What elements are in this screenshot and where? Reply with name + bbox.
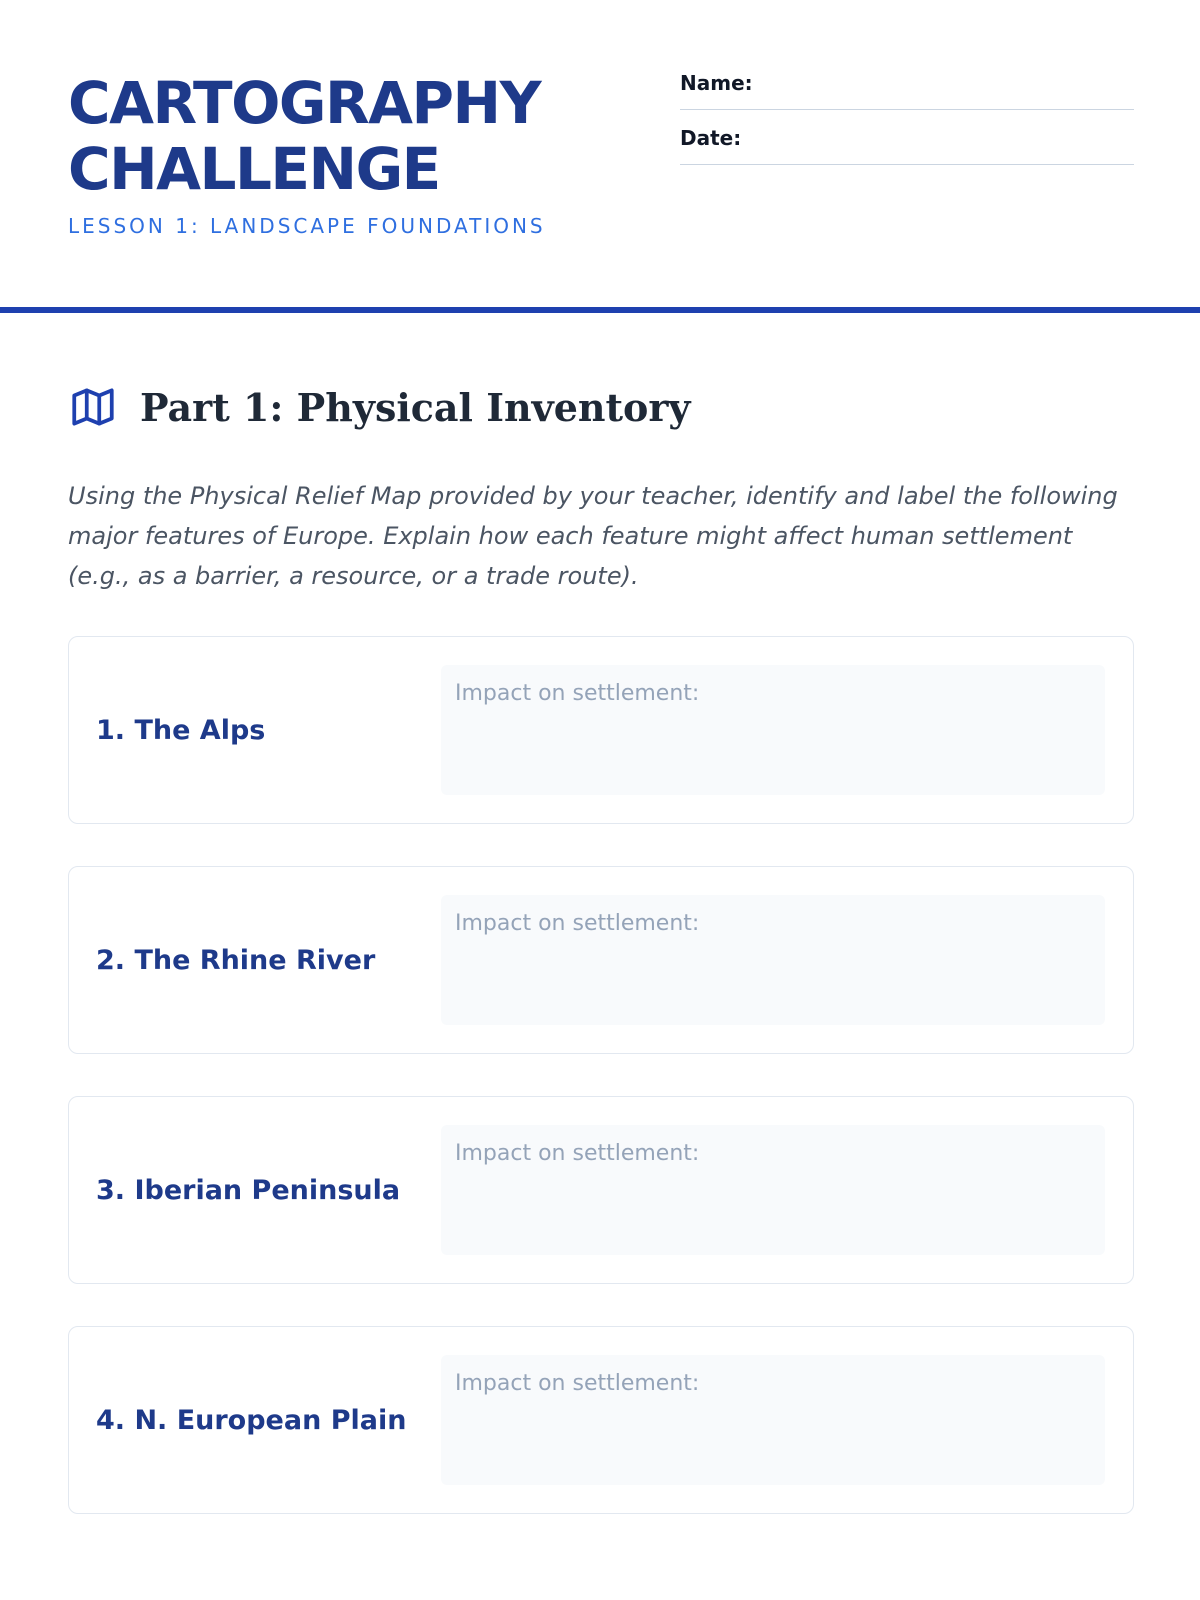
feature-label: 3. Iberian Peninsula — [96, 1174, 401, 1206]
title-block — [68, 70, 628, 238]
feature-card-iberian-peninsula — [68, 1096, 1134, 1284]
name-label: Name: — [680, 71, 753, 95]
impact-answer-field[interactable] — [441, 1125, 1105, 1255]
map-icon — [68, 382, 118, 432]
section-heading — [68, 382, 691, 432]
worksheet-header — [0, 0, 1200, 314]
student-info-fields — [680, 70, 1134, 180]
date-label: Date: — [680, 126, 742, 150]
impact-answer-field[interactable] — [441, 1355, 1105, 1485]
date-field-row — [680, 125, 1134, 165]
lesson-subtitle: LESSON 1: LANDSCAPE FOUNDATIONS — [68, 214, 546, 238]
feature-label: 1. The Alps — [96, 714, 266, 746]
feature-label: 2. The Rhine River — [96, 944, 376, 976]
feature-card-north-european-plain — [68, 1326, 1134, 1514]
instructions-text: Using the Physical Relief Map provided by your teacher, identify and label the following major features of Europe. Explain how each feature might affect human settlement (e.g., as a barrier, a resource, or a trade route). — [68, 482, 1118, 590]
impact-answer-field[interactable] — [441, 665, 1105, 795]
feature-card-alps — [68, 636, 1134, 824]
title-line-1: CARTOGRAPHY — [68, 69, 541, 137]
name-field-row — [680, 70, 1134, 110]
feature-label: 4. N. European Plain — [96, 1404, 407, 1436]
section-title: Part 1: Physical Inventory — [140, 384, 691, 430]
name-input[interactable] — [763, 70, 1134, 98]
worksheet-title — [68, 70, 628, 202]
feature-card-rhine-river — [68, 866, 1134, 1054]
impact-answer-field[interactable] — [441, 895, 1105, 1025]
title-line-2: CHALLENGE — [68, 135, 440, 203]
date-input[interactable] — [751, 125, 1134, 153]
header-divider — [0, 307, 1200, 313]
